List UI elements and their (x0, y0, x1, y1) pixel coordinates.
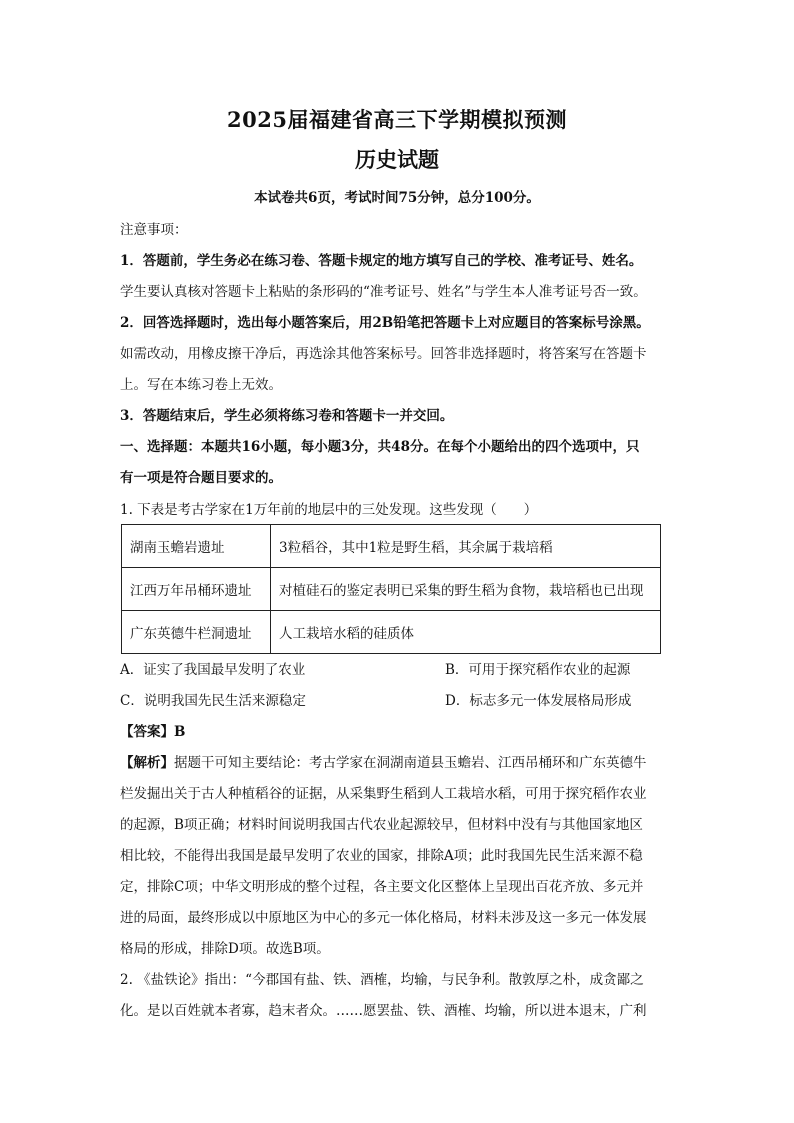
notice-line: 1．答题前，学生务必在练习卷、答题卡规定的地方填写自己的学校、准考证号、姓名。 (120, 253, 643, 269)
page-title: 2025届福建省高三下学期模拟预测 (227, 107, 567, 132)
table-row (122, 568, 661, 611)
analysis-label: 【解析】 (120, 755, 174, 771)
notice-heading: 注意事项： (120, 222, 188, 238)
section-heading: 一、选择题：本题共16小题，每小题3分，共48分。在每个小题给出的四个选项中，只 (120, 439, 640, 455)
analysis-line: 相比较，不能得出我国是最早发明了农业的国家，排除A项；此时我国先民生活来源不稳 (120, 848, 643, 864)
analysis-line: 定，排除C项；中华文明形成的整个过程，各主要文化区整体上呈现出百花齐放、多元并 (120, 879, 644, 895)
exam-info: 本试卷共6页，考试时间75分钟，总分100分。 (254, 190, 540, 206)
question-2-line: 2. 《盐铁论》指出：“今郡国有盐、铁、酒榷，均输，与民争利。散敦厚之朴，成贪鄙之 (120, 972, 644, 988)
table-cell: 人工栽培水稻的硅质体 (271, 611, 661, 654)
option-a[interactable]: A．证实了我国最早发明了农业 (120, 662, 306, 678)
option-c[interactable]: C．说明我国先民生活来源稳定 (120, 693, 306, 709)
notice-line: 3．答题结束后，学生必须将练习卷和答题卡一并交回。 (120, 408, 454, 424)
notice-line: 上。写在本练习卷上无效。 (120, 377, 282, 393)
analysis-line (120, 751, 660, 771)
table-cell: 江西万年吊桶环遗址 (122, 568, 271, 611)
question-2-line: 化。是以百姓就本者寡，趋末者众。……愿罢盐、铁、酒榷、均输，所以进本退末，广利 (120, 1003, 647, 1019)
table-cell: 3粒稻谷，其中1粒是野生稻，其余属于栽培稻 (271, 525, 661, 568)
table-cell: 广东英德牛栏洞遗址 (122, 611, 271, 654)
notice-line: 2．回答选择题时，选出每小题答案后，用2B铅笔把答题卡上对应题目的答案标号涂黑。 (120, 315, 650, 331)
question-1-stem: 1. 下表是考古学家在1万年前的地层中的三处发现。这些发现（ ） (120, 502, 538, 518)
page-subtitle: 历史试题 (355, 147, 439, 172)
analysis-line: 进的局面，最终形成以中原地区为中心的多元一体化格局，材料未涉及这一多元一体发展 (120, 910, 647, 926)
table-row (122, 525, 661, 568)
table-row (122, 611, 661, 654)
question-1-table (121, 524, 661, 654)
table-cell: 湖南玉蟾岩遗址 (122, 525, 271, 568)
option-b[interactable]: B．可用于探究稻作农业的起源 (445, 662, 631, 678)
analysis-line: 的起源，B项正确；材料时间说明我国古代农业起源较早，但材料中没有与其他国家地区 (120, 817, 643, 833)
option-d[interactable]: D．标志多元一体发展格局形成 (445, 693, 632, 709)
notice-line: 如需改动，用橡皮擦干净后，再选涂其他答案标号。回答非选择题时，将答案写在答题卡 (120, 346, 647, 362)
analysis-line: 格局的形成，排除D项。故选B项。 (120, 941, 330, 957)
table-cell: 对植硅石的鉴定表明已采集的野生稻为食物，栽培稻也已出现 (271, 568, 661, 611)
analysis-line: 栏发掘出关于古人种植稻谷的证据，从采集野生稻到人工栽培水稻，可用于探究稻作农业 (120, 786, 647, 802)
section-heading: 有一项是符合题目要求的。 (120, 470, 282, 486)
notice-line: 学生要认真核对答题卡上粘贴的条形码的“准考证号、姓名”与学生本人准考证号否一致。 (120, 284, 647, 300)
analysis-text: 据题干可知主要结论：考古学家在洞湖南道县玉蟾岩、江西吊桶环和广东英德牛 (174, 755, 647, 771)
answer-line: 【答案】B (120, 724, 186, 740)
